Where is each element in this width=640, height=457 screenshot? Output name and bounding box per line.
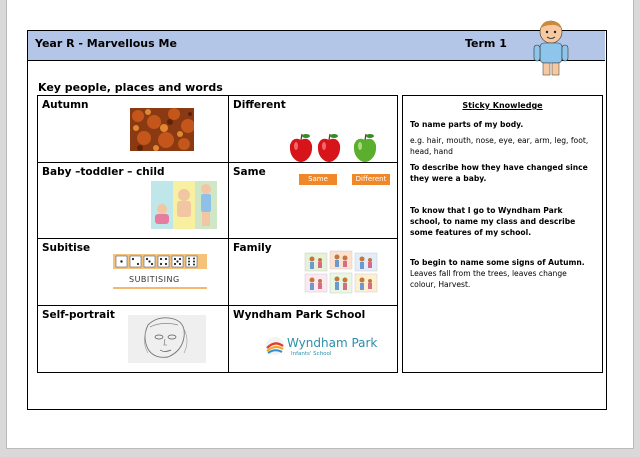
cell-self-portrait: [38, 306, 229, 372]
sticky-point: To begin to name some signs of Autumn.: [410, 258, 585, 267]
cell-school: [229, 306, 397, 372]
cell-autumn: [38, 96, 229, 163]
header-bar: [28, 31, 605, 61]
sticky-detail: Leaves fall from the trees, leaves change colour, Harvest.: [410, 269, 567, 289]
sticky-point: To name parts of my body.: [410, 120, 524, 129]
sticky-knowledge-box: [402, 95, 603, 373]
cell-family: [229, 239, 397, 306]
sticky-point: To describe how they have changed since they were a baby.: [410, 163, 588, 183]
cell-label: Subitise: [42, 242, 91, 254]
baby-toddler-child-image: [151, 181, 217, 229]
school-logo-subtitle: Infants' School: [291, 351, 332, 357]
family-image: [303, 249, 379, 295]
cell-label: Autumn: [42, 99, 89, 111]
autumn-leaves-image: [130, 108, 194, 151]
cell-baby-toddler-child: [38, 163, 229, 239]
cell-label: Baby –toddler – child: [42, 166, 165, 178]
school-logo-name: Wyndham Park: [287, 336, 378, 350]
apples-image: [287, 132, 387, 164]
same-tag: Same: [299, 174, 337, 185]
key-words-grid: [37, 95, 398, 373]
boy-illustration: [529, 18, 573, 78]
cell-label: Different: [233, 99, 286, 111]
sticky-point: To know that I go to Wyndham Park school, to name my class and describe some features of my school.: [410, 206, 576, 237]
school-logo-icon: [265, 336, 285, 356]
self-portrait-sketch-image: [128, 315, 206, 363]
key-section-heading: Key people, places and words: [38, 81, 223, 94]
sticky-knowledge-title: Sticky Knowledge: [462, 101, 543, 110]
cell-label: Self-portrait: [42, 309, 115, 321]
term-label: Term 1: [465, 37, 507, 50]
cell-different: [229, 96, 397, 163]
page-title: Year R - Marvellous Me: [35, 37, 177, 50]
cell-label: Family: [233, 242, 272, 254]
cell-same: [229, 163, 397, 239]
sticky-detail: e.g. hair, mouth, nose, eye, ear, arm, leg, foot, head, hand: [410, 136, 589, 156]
cell-label: Wyndham Park School: [233, 309, 366, 321]
cell-label: Same: [233, 166, 266, 178]
subitising-dice-image: [113, 254, 207, 290]
different-tag: Different: [352, 174, 390, 185]
cell-subitise: [38, 239, 229, 306]
subitising-label: SUBITISING: [129, 275, 180, 284]
